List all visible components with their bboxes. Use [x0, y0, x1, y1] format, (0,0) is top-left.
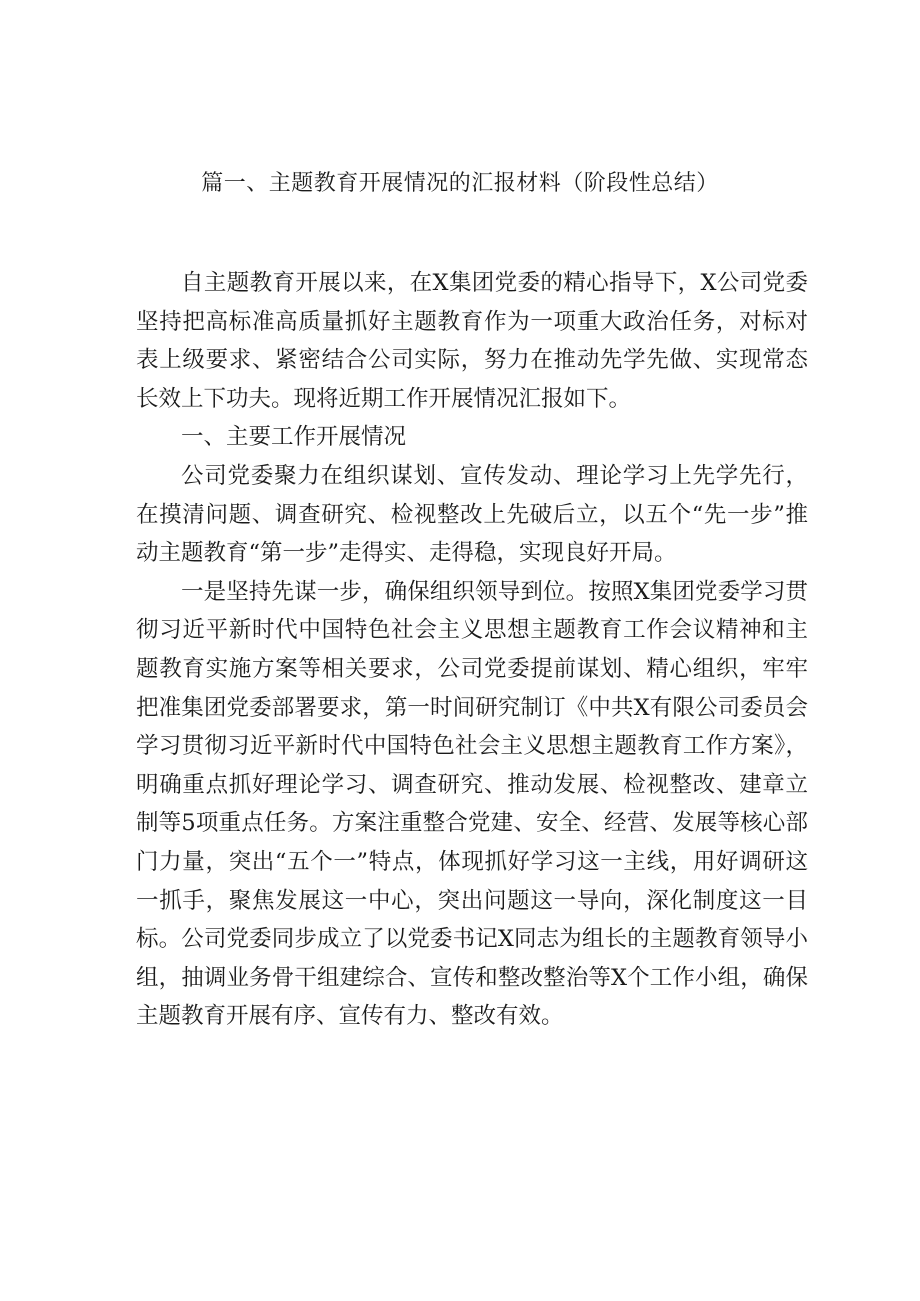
intro-paragraph: 自主题教育开展以来，在X集团党委的精心指导下，X公司党委坚持把高标准高质量抓好主题教育作为一项重大政治任务，对标对表上级要求、紧密结合公司实际，努力在推动先学先做、实现常态长效上下功夫。现将近期工作开展情况汇报如下。 [136, 270, 808, 412]
point-one-paragraph: 一是坚持先谋一步，确保组织领导到位。按照X集团党委学习贯彻习近平新时代中国特色社会主义思想主题教育工作会议精神和主题教育实施方案等相关要求，公司党委提前谋划、精心组织，牢牢把准集团党委部署要求，第一时间研究制订《中共X有限公司委员会学习贯彻习近平新时代中国特色社会主义思想主题教育工作方案》，明确重点抓好理论学习、调查研究、推动发展、检视整改、建章立制等5项重点任务。方案注重整合党建、安全、经营、发展等核心部门力量，突出“五个一”特点，体现抓好学习这一主线，用好调研这一抓手，聚焦发展这一中心，突出问题这一导向，深化制度这一目标。公司党委同步成立了以党委书记X同志为组长的主题教育领导小组，抽调业务骨干组建综合、宣传和整改整治等X个工作小组，确保主题教育开展有序、宣传有力、整改有效。 [136, 578, 808, 1030]
document-body [136, 264, 808, 1036]
section-heading: 一、主要工作开展情况 [181, 424, 407, 451]
section-summary-paragraph: 公司党委聚力在组织谋划、宣传发动、理论学习上先学先行，在摸清问题、调查研究、检视整改上先破后立，以五个“先一步”推动主题教育“第一步”走得实、走得稳，实现良好开局。 [136, 462, 808, 567]
document-title: 篇一、主题教育开展情况的汇报材料（阶段性总结） [201, 171, 719, 196]
